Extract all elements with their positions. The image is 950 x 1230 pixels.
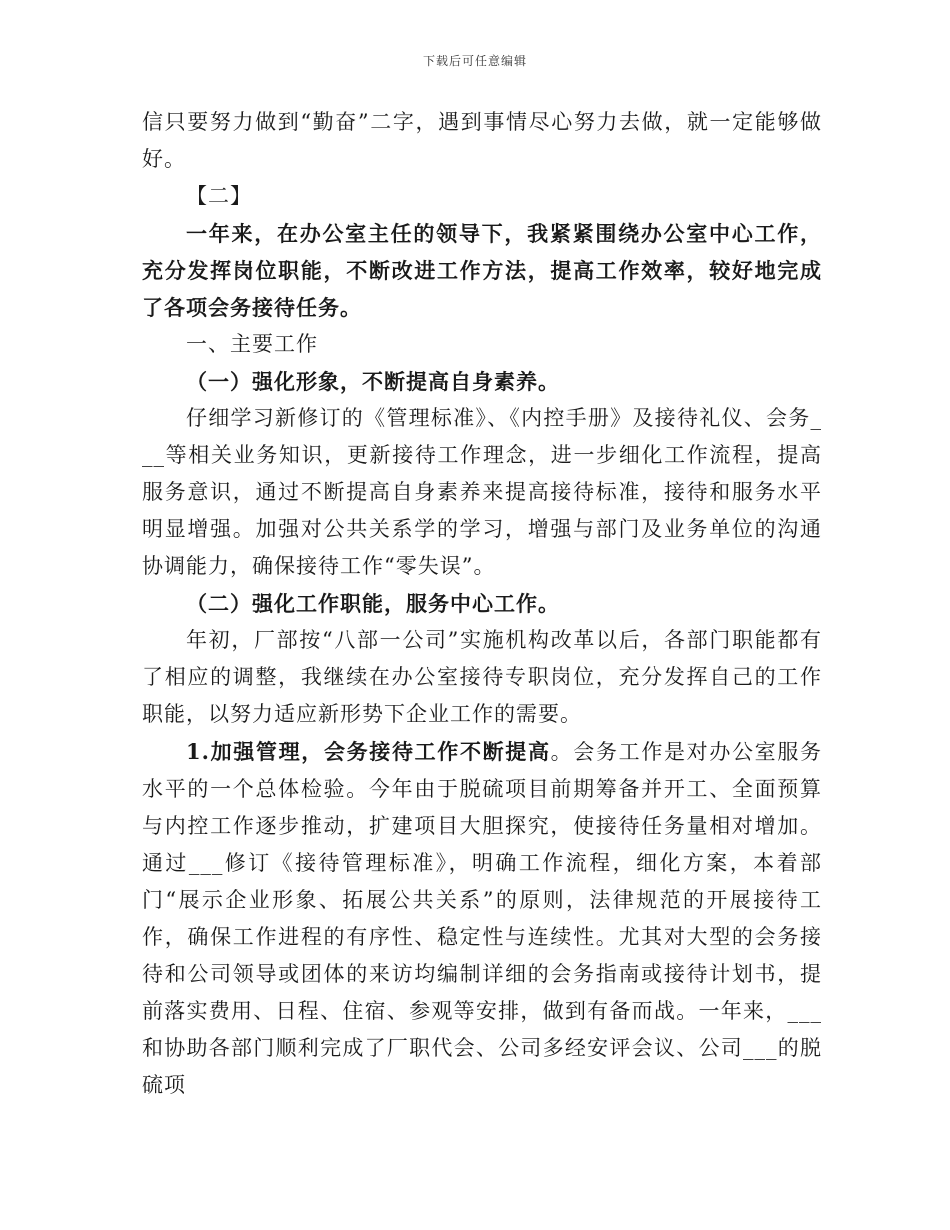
inline-heading-management: 1.加强管理，会务接待工作不断提高 [186, 739, 551, 764]
subheading-strengthen-function: （二）强化工作职能，服务中心工作。 [186, 591, 560, 616]
paragraph-continuation: 信只要努力做到“勤奋”二字，遇到事情尽心努力去做，就一定能够做好。 [142, 110, 822, 171]
section-heading-main-work: 一、主要工作 [186, 332, 318, 356]
intro-paragraph: 一年来，在办公室主任的领导下，我紧紧围绕办公室中心工作，充分发挥岗位职能，不断改进工作方法，提高工作效率，较好地完成了各项会务接待任务。 [142, 221, 822, 320]
paragraph-reform: 年初，厂部按“八部一公司”实施机构改革以后，各部门职能都有了相应的调整，我继续在办公室接待专职岗位，充分发挥自己的工作职能，以努力适应新形势下企业工作的需要。 [142, 628, 822, 726]
subheading-strengthen-image: （一）强化形象，不断提高自身素养。 [186, 369, 560, 394]
paragraph-management [142, 733, 822, 1104]
paragraph-management-body: 。会务工作是对办公室服务水平的一个总体检验。今年由于脱硫项目前期筹备并开工、全面预算与内控工作逐步推动，扩建项目大胆探究，使接待任务量相对增加。通过___修订《接待管理标准》，明确工作流程，细化方案，本着部门“展示企业形象、拓展公共关系”的原则，法律规范的开展接待工作，确保工作进程的有序性、稳定性与连续性。尤其对大型的会务接待和公司领导或团体的来访均编制详细的会务指南或接待计划书，提前落实费用、日程、住宿、参观等安排，做到有备而战。一年来，___和协助各部门顺利完成了厂职代会、公司多经安评会议、公司___的脱硫项 [142, 740, 823, 1097]
document-body [142, 104, 822, 1104]
page-header: 下载后可任意编辑 [422, 54, 527, 68]
paragraph-study: 仔细学习新修订的《管理标准》、《内控手册》及接待礼仪、会务___等相关业务知识，更新接待工作理念，进一步细化工作流程，提高服务意识，通过不断提高自身素养来提高接待标准，接待和服务水平明显增强。加强对公共关系学的学习，增强与部门及业务单位的沟通协调能力，确保接待工作“零失误”。 [142, 406, 822, 578]
section-marker: 【二】 [186, 184, 252, 208]
